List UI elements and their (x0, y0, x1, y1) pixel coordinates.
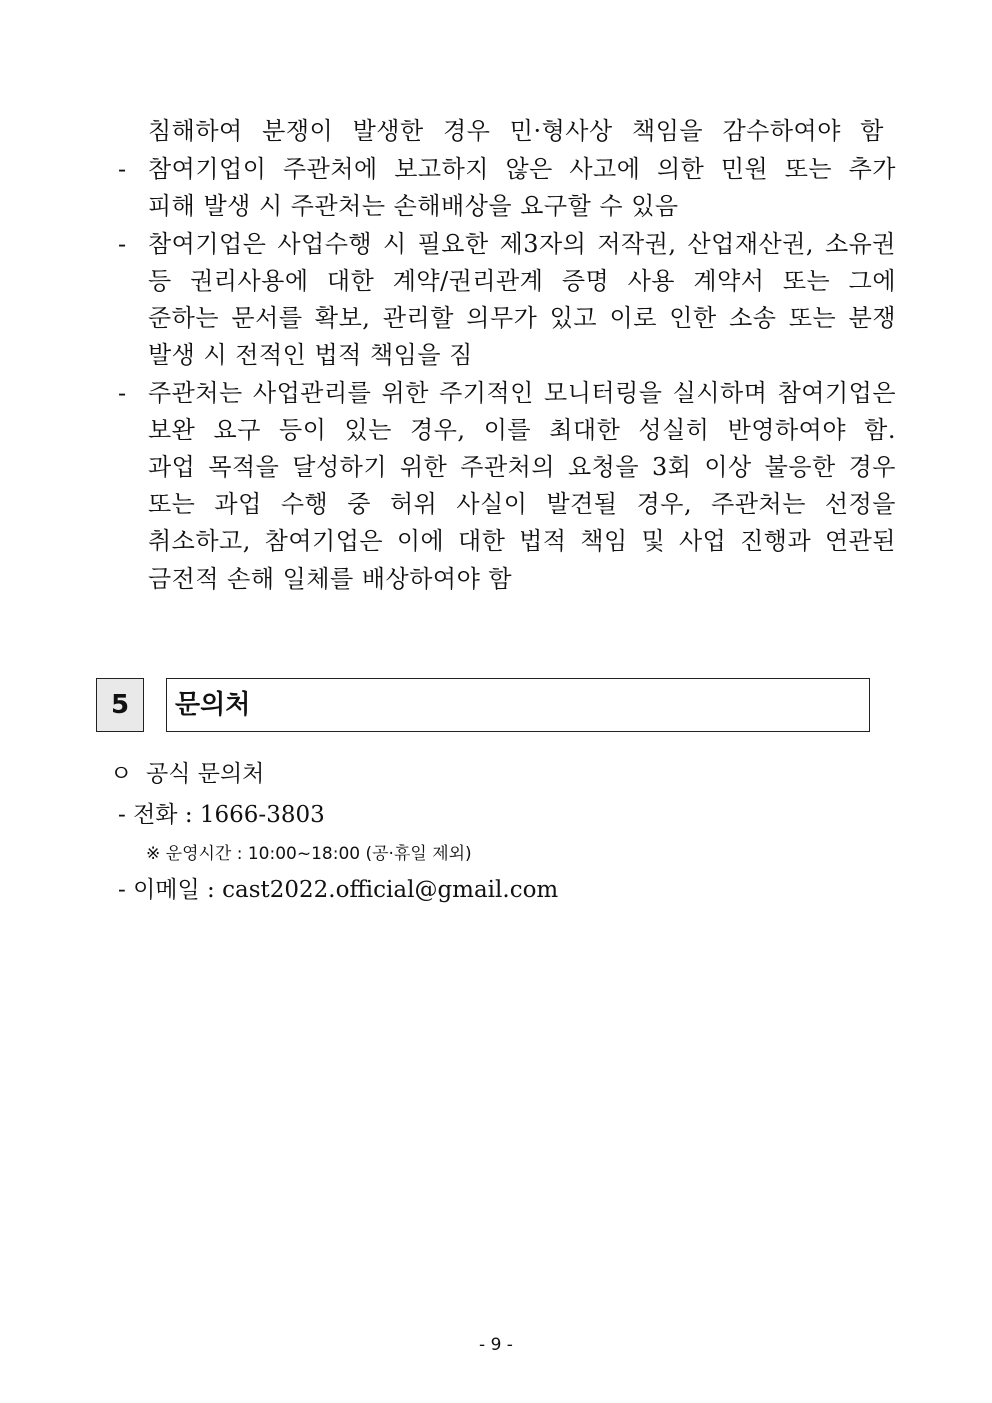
paragraph-line: 취소하고, 참여기업은 이에 대한 법적 책임 및 사업 진행과 연관된 (148, 527, 896, 555)
paragraph-line: 금전적 손해 일체를 배상하여야 함 (148, 565, 513, 593)
paragraph-line: 준하는 문서를 확보, 관리할 의무가 있고 이로 인한 소송 또는 분쟁 (148, 304, 896, 332)
paragraph-line: 참여기업이 주관처에 보고하지 않은 사고에 의한 민원 또는 추가 (148, 155, 896, 183)
contact-email: - 이메일 : cast2022.official@gmail.com (118, 877, 559, 903)
section-title: 문의처 (175, 690, 251, 720)
paragraph-line: 등 권리사용에 대한 계약/권리관계 증명 사용 계약서 또는 그에 (148, 267, 896, 295)
paragraph-line: 또는 과업 수행 중 허위 사실이 발견될 경우, 주관처는 선정을 (148, 490, 896, 518)
section-title-box (166, 678, 870, 732)
bullet-dash: - (118, 230, 127, 258)
bullet-dash: - (118, 155, 127, 183)
section-number: 5 (96, 678, 144, 732)
contact-heading: 공식 문의처 (146, 761, 265, 787)
paragraph-line: 발생 시 전적인 법적 책임을 짐 (148, 341, 473, 369)
paragraph-line: 참여기업은 사업수행 시 필요한 제3자의 저작권, 산업재산권, 소유권 (148, 230, 896, 258)
paragraph-line: 주관처는 사업관리를 위한 주기적인 모니터링을 실시하며 참여기업은 (148, 379, 896, 407)
contact-phone: - 전화 : 1666-3803 (118, 802, 325, 828)
contact-hours-note: ※ 운영시간 : 10:00~18:00 (공·휴일 제외) (146, 844, 472, 864)
paragraph-line: 침해하여 분쟁이 발생한 경우 민·형사상 책임을 감수하여야 함 (148, 117, 884, 145)
paragraph-line: 과업 목적을 달성하기 위한 주관처의 요청을 3회 이상 불응한 경우 (148, 453, 896, 481)
bullet-dash: - (118, 379, 127, 407)
paragraph-line: 피해 발생 시 주관처는 손해배상을 요구할 수 있음 (148, 192, 679, 220)
paragraph-line: 보완 요구 등이 있는 경우, 이를 최대한 성실히 반영하여야 함. (148, 416, 896, 444)
page-number: - 9 - (479, 1335, 513, 1355)
contact-heading-marker: ㅇ (110, 761, 133, 787)
